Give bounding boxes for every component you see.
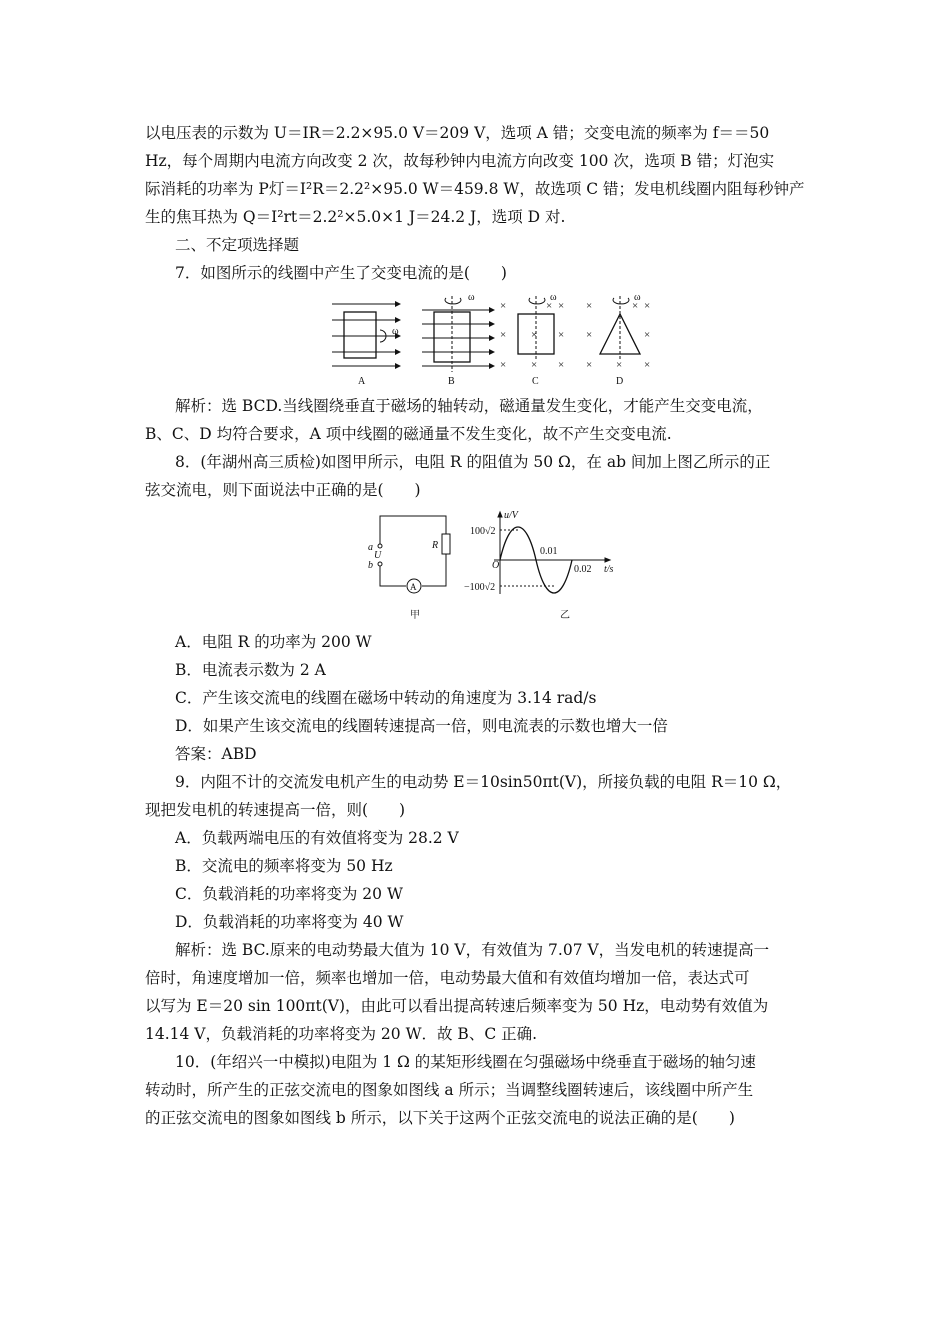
question-9: 9．内阻不计的交流发电机产生的电动势 E＝10sin50πt(V)，所接负载的电阻 R＝10 Ω， bbox=[175, 773, 792, 791]
terminal-a: a bbox=[368, 542, 373, 553]
text-line: 以电压表的示数为 U＝IR＝2.2×95.0 V＝209 V，选项 A 错；交变电流的频率为 f＝＝50 bbox=[145, 124, 770, 142]
field-cross: × bbox=[644, 329, 651, 341]
text-line: 弦交流电，则下面说法中正确的是( ) bbox=[145, 481, 421, 499]
figure-label-b: B bbox=[448, 376, 455, 387]
y-max-label: 100√2 bbox=[470, 526, 496, 537]
figure-7a bbox=[332, 304, 400, 366]
option-a: A．负载两端电压的有效值将变为 28.2 V bbox=[175, 829, 459, 847]
field-cross: × bbox=[644, 359, 651, 371]
field-cross: × bbox=[500, 329, 507, 341]
field-cross: × bbox=[558, 300, 565, 312]
terminal-b: b bbox=[368, 560, 373, 571]
figure-7b bbox=[422, 296, 494, 372]
y-axis-label: u/V bbox=[504, 510, 518, 521]
field-cross: × bbox=[558, 359, 565, 371]
figure-label-c: C bbox=[532, 376, 539, 387]
omega-label: ω bbox=[550, 292, 557, 303]
ammeter-label: A bbox=[410, 582, 417, 592]
text-line: B、C、D 均符合要求，A 项中线圈的磁通量不发生变化，故不产生交变电流. bbox=[145, 425, 672, 443]
analysis-q9: 解析：选 BC.原来的电动势最大值为 10 V，有效值为 7.07 V，当发电机的转速提高一 bbox=[175, 941, 770, 959]
question-8: 8．(年湖州高三质检)如图甲所示，电阻 R 的阻值为 50 Ω，在 ab 间加上图乙所示的正 bbox=[175, 453, 771, 471]
section-heading: 二、不定项选择题 bbox=[175, 236, 300, 254]
text-line: 际消耗的功率为 P灯＝I²R＝2.2²×95.0 W＝459.8 W，故选项 C 错；发电机线圈内阻每秒钟产 bbox=[145, 180, 805, 198]
option-c: C．负载消耗的功率将变为 20 W bbox=[175, 885, 403, 903]
option-a: A．电阻 R 的功率为 200 W bbox=[175, 633, 372, 651]
figure-label-d: D bbox=[616, 376, 624, 387]
caption-jia: 甲 bbox=[410, 610, 420, 621]
resistor-label: R bbox=[432, 540, 439, 551]
text-line: 转动时，所产生的正弦交流电的图象如图线 a 所示；当调整线圈转速后，该线圈中所产生 bbox=[145, 1081, 754, 1099]
field-cross: × bbox=[644, 300, 651, 312]
field-cross: × bbox=[586, 359, 593, 371]
text-line: 的正弦交流电的图象如图线 b 所示，以下关于这两个正弦交流电的说法正确的是( ) bbox=[145, 1109, 735, 1127]
field-cross: × bbox=[500, 359, 507, 371]
field-cross: × bbox=[616, 359, 623, 371]
caption-yi: 乙 bbox=[560, 610, 570, 621]
field-cross: × bbox=[558, 329, 565, 341]
field-cross: × bbox=[586, 300, 593, 312]
option-c: C．产生该交流电的线圈在磁场中转动的角速度为 3.14 rad/s bbox=[175, 689, 597, 707]
text-line: 倍时，角速度增加一倍，频率也增加一倍，电动势最大值和有效值均增加一倍，表达式可 bbox=[145, 969, 750, 987]
text-line: 14.14 V，负载消耗的功率将变为 20 W．故 B、C 正确. bbox=[145, 1025, 538, 1043]
figure-q8 bbox=[360, 506, 630, 626]
text-line: 以写为 E＝20 sin 100πt(V)，由此可以看出提高转速后频率变为 50 Hz，电动势有效值为 bbox=[145, 997, 769, 1015]
y-min-label: −100√2 bbox=[464, 582, 496, 593]
option-b: B．交流电的频率将变为 50 Hz bbox=[175, 857, 393, 875]
question-7: 7．如图所示的线圈中产生了交变电流的是( ) bbox=[175, 264, 507, 282]
omega-label: ω bbox=[468, 292, 475, 303]
tick-002: 0.02 bbox=[574, 564, 592, 575]
field-cross: × bbox=[586, 329, 593, 341]
option-d: D．负载消耗的功率将变为 40 W bbox=[175, 913, 404, 931]
omega-label: ω bbox=[634, 292, 641, 303]
field-cross: × bbox=[546, 300, 553, 312]
option-d: D．如果产生该交流电的线圈转速提高一倍，则电流表的示数也增大一倍 bbox=[175, 717, 668, 735]
origin-label: O bbox=[492, 560, 500, 571]
answer-q8: 答案：ABD bbox=[175, 745, 257, 763]
omega-label: ω bbox=[392, 326, 399, 337]
figure-q7-coils bbox=[328, 290, 658, 390]
field-cross: × bbox=[531, 359, 538, 371]
x-axis-label: t/s bbox=[604, 564, 614, 575]
voltage-label: U bbox=[374, 550, 382, 561]
text-line: Hz，每个周期内电流方向改变 2 次，故每秒钟内电流方向改变 100 次，选项 B 错；灯泡实 bbox=[145, 152, 775, 170]
question-10: 10．(年绍兴一中模拟)电阻为 1 Ω 的某矩形线圈在匀强磁场中绕垂直于磁场的轴匀速 bbox=[175, 1053, 756, 1071]
field-cross: × bbox=[500, 300, 507, 312]
tick-001: 0.01 bbox=[540, 546, 558, 557]
text-line: 生的焦耳热为 Q＝I²rt＝2.2²×5.0×1 J＝24.2 J，选项 D 对. bbox=[145, 208, 566, 226]
option-b: B．电流表示数为 2 A bbox=[175, 661, 326, 679]
text-line: 现把发电机的转速提高一倍，则( ) bbox=[145, 801, 406, 819]
field-cross: × bbox=[632, 300, 639, 312]
figure-label-a: A bbox=[358, 376, 366, 387]
field-cross: × bbox=[531, 329, 538, 341]
analysis-q7: 解析：选 BCD.当线圈绕垂直于磁场的轴转动，磁通量发生变化，才能产生交变电流， bbox=[175, 397, 763, 415]
